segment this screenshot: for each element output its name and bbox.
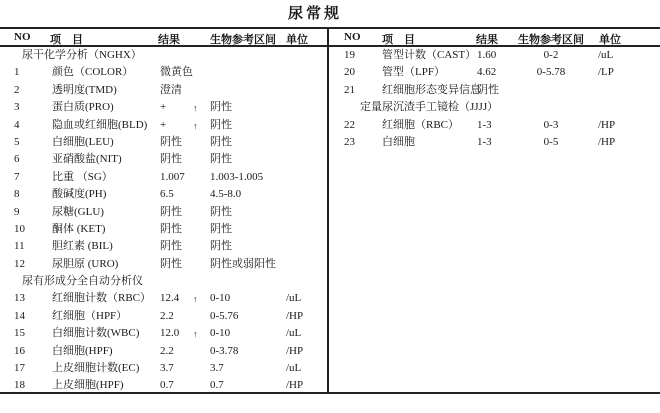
result-row	[0, 309, 660, 326]
top-rule	[0, 27, 660, 29]
section-row	[0, 274, 660, 291]
item-name: 尿糖(GLU)	[52, 205, 104, 218]
item-name: 透明度(TMD)	[52, 83, 117, 96]
result-row	[0, 361, 660, 378]
item-name: 白细胞(LEU)	[52, 135, 114, 148]
item-name: 酮体 (KET)	[52, 222, 106, 235]
left-header-no: NO	[14, 31, 31, 43]
item-name: 隐血或红细胞(BLD)	[52, 118, 148, 131]
reference-range: 阴性	[210, 240, 232, 253]
reference-range: 0-3	[543, 118, 559, 131]
reference-range: 0-5	[543, 135, 559, 148]
left-header-unit: 单位	[286, 34, 308, 46]
result-value: 6.5	[160, 188, 174, 201]
row-number: 23	[344, 135, 355, 148]
reference-range: 0-3.78	[210, 344, 239, 357]
item-name: 红细胞（RBC）	[382, 118, 460, 131]
unit-label: /HP	[598, 135, 616, 148]
item-name: 白细胞计数(WBC)	[52, 327, 140, 340]
reference-range: 阴性	[210, 135, 232, 148]
unit-label: /HP	[598, 118, 616, 131]
right-table-rows	[0, 48, 660, 152]
row-number: 14	[14, 309, 25, 322]
result-value: 1-3	[477, 118, 492, 131]
unit-label: /HP	[286, 344, 304, 357]
row-number: 18	[14, 379, 25, 392]
result-row	[0, 187, 660, 204]
item-name: 尿胆原 (URO)	[52, 257, 119, 270]
reference-range: 0-5.78	[536, 66, 566, 79]
section-label: 尿干化学分析（NGHX）	[22, 49, 142, 61]
reference-range: 0-5.76	[210, 309, 239, 322]
result-value: 阴性	[160, 153, 182, 166]
high-flag-icon: ↑	[193, 103, 198, 114]
right-header-result: 结果	[476, 34, 498, 46]
item-name: 胆红素 (BIL)	[52, 240, 113, 253]
high-flag-icon: ↑	[193, 294, 198, 305]
left-header-result: 结果	[158, 34, 180, 46]
result-row	[0, 257, 660, 274]
reference-range: 3.7	[210, 362, 224, 375]
result-row	[0, 83, 660, 100]
item-name: 蛋白质(PRO)	[52, 101, 114, 114]
result-value: 2.2	[160, 344, 174, 357]
result-value: 12.0	[160, 327, 180, 340]
item-name: 上皮细胞(HPF)	[52, 379, 124, 392]
result-row	[0, 118, 660, 135]
reference-range: 0-10	[210, 327, 231, 340]
row-number: 15	[14, 327, 25, 340]
result-value: 阴性	[160, 222, 182, 235]
row-number: 21	[344, 83, 355, 96]
reference-range: 阴性	[210, 153, 232, 166]
unit-label: /HP	[286, 379, 304, 392]
row-number: 2	[14, 83, 20, 96]
result-row	[0, 48, 660, 65]
result-row	[0, 135, 660, 152]
row-number: 16	[14, 344, 25, 357]
row-number: 6	[14, 153, 20, 166]
unit-label: /uL	[286, 327, 302, 340]
result-value: 3.7	[160, 362, 174, 375]
high-flag-icon: ↑	[193, 329, 198, 340]
reference-range: 阴性	[210, 101, 232, 114]
result-row	[0, 152, 660, 169]
result-value: 2.2	[160, 309, 174, 322]
result-value: 12.4	[160, 292, 180, 305]
reference-range: 阴性	[210, 118, 232, 131]
report-title: 尿常规	[287, 6, 342, 22]
section-label: 尿有形成分全自动分析仪	[22, 275, 143, 288]
result-value: 4.62	[477, 66, 497, 79]
row-number: 11	[14, 240, 25, 253]
unit-label: /uL	[286, 292, 302, 305]
row-number: 9	[14, 205, 20, 218]
item-name: 红细胞（HPF）	[52, 309, 128, 322]
row-number: 3	[14, 101, 20, 114]
row-number: 13	[14, 292, 25, 305]
right-header-no: NO	[344, 31, 361, 43]
item-name: 亚硝酸盐(NIT)	[52, 153, 122, 166]
result-value: 1.60	[477, 49, 497, 61]
reference-range: 1.003-1.005	[210, 170, 264, 183]
item-name: 酸碱度(PH)	[52, 188, 107, 201]
left-header-item: 项 目	[50, 34, 83, 46]
result-row	[0, 378, 660, 395]
row-number: 4	[14, 118, 20, 131]
row-number: 20	[344, 66, 355, 79]
item-name: 比重 （SG）	[52, 170, 113, 183]
item-name: 红细胞计数（RBC）	[52, 292, 152, 305]
item-name: 白细胞	[382, 135, 415, 148]
result-value: 微黄色	[160, 66, 193, 79]
right-header-range: 生物参考区间	[518, 34, 584, 46]
reference-range: 0-2	[543, 49, 559, 61]
row-number: 10	[14, 222, 25, 235]
result-value: 1.007	[160, 170, 185, 183]
result-value: 1-3	[477, 135, 492, 148]
row-number: 22	[344, 118, 355, 131]
row-number: 5	[14, 135, 20, 148]
reference-range: 阴性	[210, 205, 232, 218]
result-value: +	[160, 101, 167, 114]
item-name: 管型（LPF）	[382, 66, 445, 79]
result-row	[0, 205, 660, 222]
result-row	[0, 170, 660, 187]
left-header-range: 生物参考区间	[210, 34, 276, 46]
reference-range: 阴性	[210, 222, 232, 235]
result-row	[0, 239, 660, 256]
result-value: 阴性	[477, 83, 499, 96]
result-value: 阴性	[160, 257, 182, 270]
row-number: 8	[14, 188, 20, 201]
result-value: 阴性	[160, 240, 182, 253]
high-flag-icon: ↑	[193, 120, 198, 131]
result-row	[0, 65, 660, 82]
item-name: 上皮细胞计数(EC)	[52, 362, 140, 375]
row-number: 1	[14, 66, 20, 79]
reference-range: 阴性或弱阳性	[210, 257, 276, 270]
row-number: 12	[14, 257, 25, 270]
result-row	[0, 326, 660, 343]
item-name: 白细胞(HPF)	[52, 344, 113, 357]
reference-range: 0.7	[210, 379, 224, 392]
unit-label: /uL	[598, 49, 614, 61]
reference-range: 4.5-8.0	[210, 188, 242, 201]
result-row	[0, 344, 660, 361]
row-number: 17	[14, 362, 25, 375]
row-number: 19	[344, 49, 355, 61]
section-label: 定量尿沉渣手工镜检（JJJJ）	[360, 101, 499, 114]
item-name: 红细胞形态变异信息	[382, 83, 481, 96]
unit-label: /uL	[286, 362, 302, 375]
result-value: +	[160, 118, 167, 131]
result-row	[0, 291, 660, 308]
result-value: 0.7	[160, 379, 174, 392]
section-row	[0, 100, 660, 117]
right-header-unit: 单位	[599, 34, 621, 46]
result-value: 阴性	[160, 135, 182, 148]
result-value: 阴性	[160, 205, 182, 218]
unit-label: /LP	[598, 66, 614, 79]
row-number: 7	[14, 170, 20, 183]
item-name: 颜色（COLOR）	[52, 66, 134, 79]
reference-range: 0-10	[210, 292, 231, 305]
right-header-item: 项 目	[382, 34, 415, 46]
result-row	[0, 222, 660, 239]
unit-label: /HP	[286, 309, 304, 322]
item-name: 管型计数（CAST）	[382, 49, 477, 61]
result-value: 澄清	[160, 83, 182, 96]
